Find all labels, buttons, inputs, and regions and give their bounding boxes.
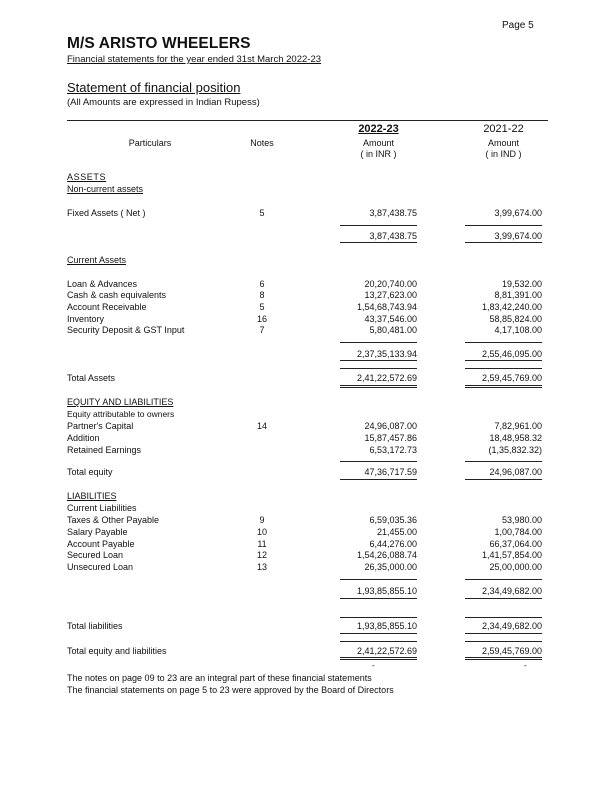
- rule: [340, 598, 417, 599]
- particulars-header: Particulars: [128, 138, 172, 148]
- rule: [465, 598, 542, 599]
- assets-heading: ASSETS: [67, 172, 107, 182]
- header-divider: [67, 120, 548, 121]
- rule: [340, 225, 417, 226]
- footnote-notes: The notes on page 09 to 23 are an integral part of these financial statements: [67, 673, 372, 683]
- rule: [465, 360, 542, 361]
- rule: [465, 641, 542, 642]
- rule: [465, 579, 542, 580]
- equity-liabilities-heading: EQUITY AND LIABILITIES: [67, 397, 174, 407]
- equity-subheading: Equity attributable to owners: [67, 409, 175, 419]
- rule: [465, 342, 542, 343]
- rule: [340, 360, 417, 361]
- rule: [465, 479, 542, 480]
- current-amount-header: Amount: [362, 138, 395, 148]
- rule: [340, 657, 417, 658]
- rule: [340, 479, 417, 480]
- page-number: Page 5: [502, 20, 534, 31]
- rule: [340, 461, 417, 462]
- rule: [465, 633, 542, 634]
- rule: [340, 387, 417, 388]
- previous-amount-header: Amount: [487, 138, 520, 148]
- rule: [465, 368, 542, 369]
- rule: [465, 659, 542, 660]
- rule: [465, 225, 542, 226]
- rule: [465, 387, 542, 388]
- footnote-approval: The financial statements on page 5 to 23 were approved by the Board of Directors: [67, 685, 394, 695]
- rule: [340, 579, 417, 580]
- rule: [340, 633, 417, 634]
- statement-page: Page 5 M/S ARISTO WHEELERS Financial statements for the year ended 31st March 2022-23 Statement of financial position (All Amounts are expressed in Indian Rupess) 2022-23 2021-22 Particulars Notes Amount Amount ( in INR ) ( in IND ) ASSETS Non-current assets Fixed Assets ( Net ) 5 3,87,438.75 3,99,674.00 3,87,438.75 3,99,674.00 Current Assets Loan & Advances 6 20,20,740.00 19,532.00 Cash & cash equivalents 8 13,27,623.00 8,81,391.00 Account Receivable 5 1,54,68,743.94 1,83,42,240.00 Inventory 16 43,37,546.00 58,85,824.00 Security Deposit & GST Input 7 5,80,481.00 4,17,108.00 2,37,35,133.94 2,55,46,095.00 Total Assets 2,41,22,572.69 2,59,45,769.00 EQUITY AND LIABILITIES Equity attributable to owners Partner's Capital 14 24,96,087.00 7,82,961.00 Addition 15,87,457.86 18,48,958.32 Retained Earnings 6,53,172.73 (1,35,832.32) Total equity 47,36,717.59 24,96,087.00 LIABILITIES Current Liabilities Taxes & Other Payable 9 6,59,035.36 53,980.00 Salary Payable 10 21,455.00 1,00,784.00 Account Payable 11 6,44,276.00 66,37,064.00 Secured Loan 12 1,54,26,088.74 1,41,57,854.00 Unsecured Loan 13 26,35,000.00 25,00,000.00 1,93,85,855.10 2,34,49,682.00 Total liabilities 1,93,85,855.10 2,34,49,682.00 Total equity and liabilities 2,41,22,572.69 2,59,45,769.00 - - The notes on page 09 to 23 are an integral part of these financial statements The financial statements on page 5 to 23 were approved by the Board of Directors: [0, 0, 612, 792]
- statement-subtitle: Financial statements for the year ended 31st March 2022-23: [67, 54, 322, 65]
- rule: [465, 461, 542, 462]
- rule: [340, 617, 417, 618]
- rule: [340, 342, 417, 343]
- currency-note: (All Amounts are expressed in Indian Rupess): [67, 97, 260, 108]
- current-year-header: 2022-23: [358, 123, 399, 135]
- noncurrent-assets-heading: Non-current assets: [67, 184, 144, 194]
- statement-title: Statement of financial position: [67, 80, 241, 95]
- liabilities-heading: LIABILITIES: [67, 491, 117, 501]
- previous-unit-header: ( in IND ): [485, 149, 522, 159]
- previous-year-header: 2021-22: [483, 123, 524, 135]
- current-liabilities-subheading: Current Liabilities: [67, 503, 137, 513]
- current-assets-heading: Current Assets: [67, 255, 127, 265]
- company-name: M/S ARISTO WHEELERS: [67, 35, 251, 52]
- rule: [340, 368, 417, 369]
- rule: [465, 385, 542, 386]
- rule: [465, 657, 542, 658]
- rule: [465, 617, 542, 618]
- notes-header: Notes: [250, 138, 274, 148]
- rule: [465, 242, 542, 243]
- current-unit-header: ( in INR ): [360, 149, 397, 159]
- rule: [340, 242, 417, 243]
- rule: [340, 385, 417, 386]
- rule: [340, 659, 417, 660]
- rule: [340, 641, 417, 642]
